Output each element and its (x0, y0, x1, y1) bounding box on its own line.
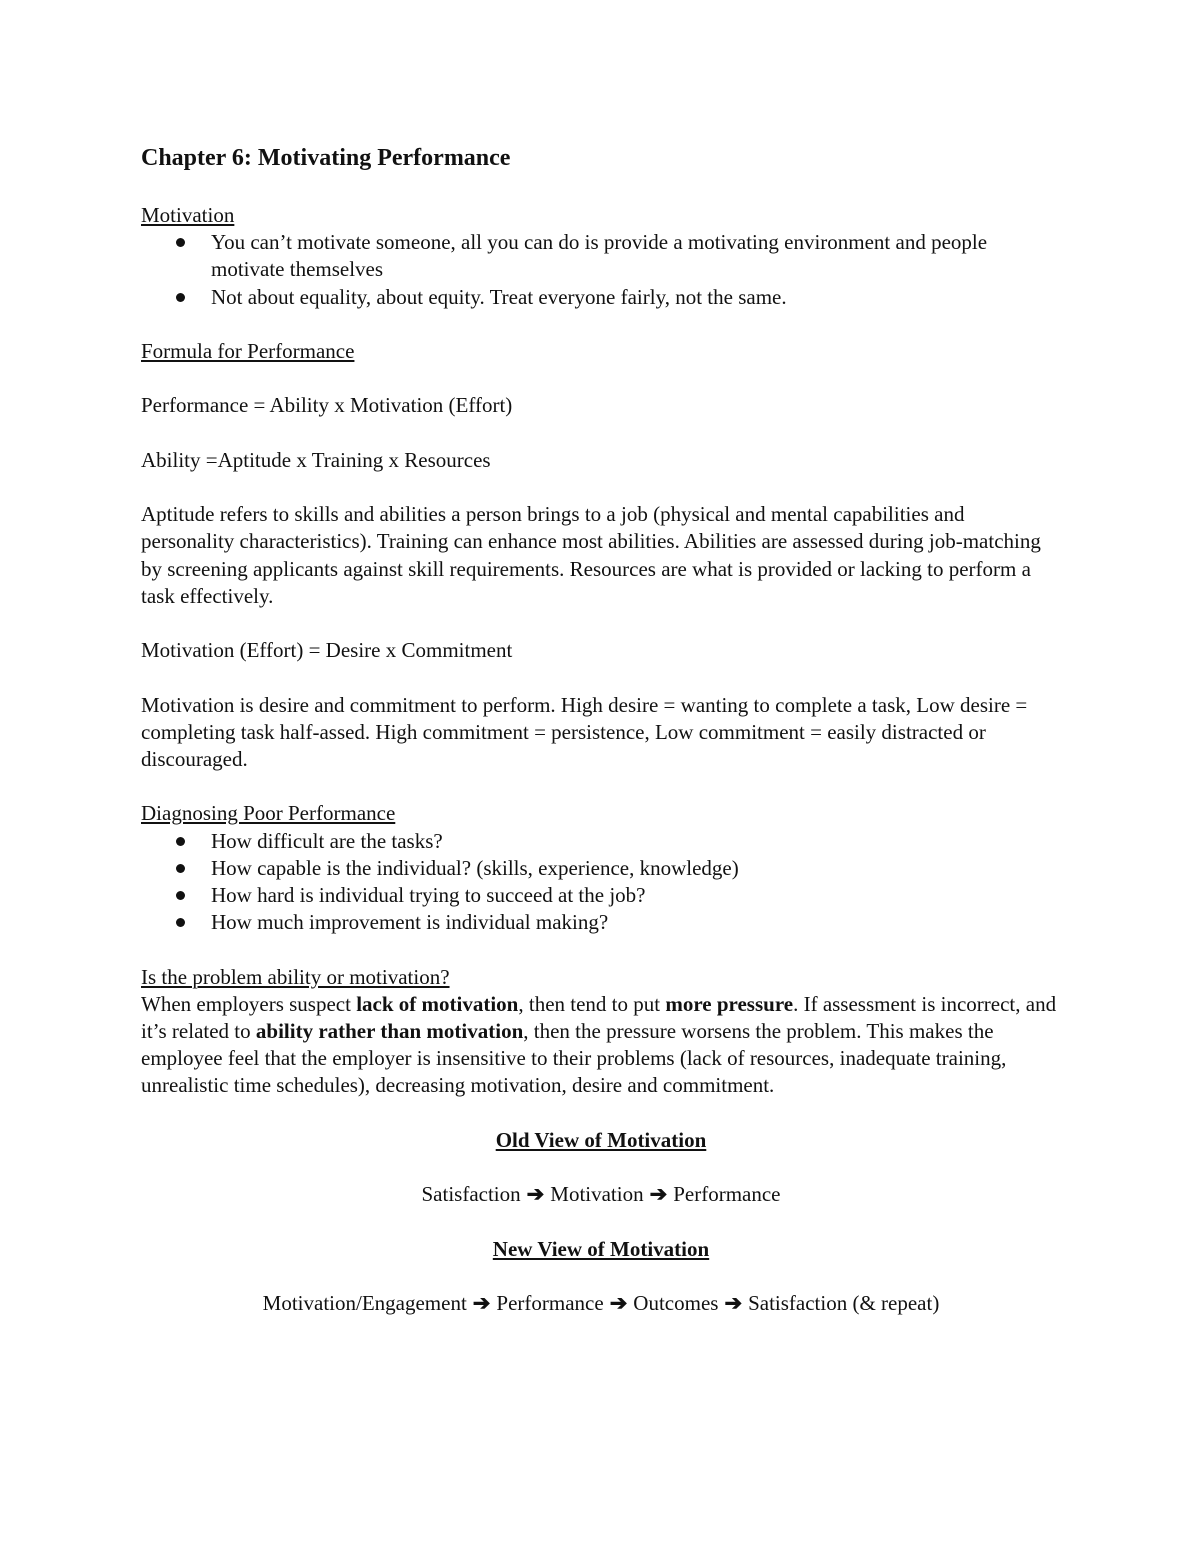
arrow-icon: ➔ (609, 1290, 628, 1315)
flow-step: Performance (673, 1182, 781, 1207)
list-item: How much improvement is individual making? (211, 909, 1061, 936)
list-item: How hard is individual trying to succeed at the job? (211, 882, 1061, 909)
motivation-list (141, 229, 1061, 311)
flow-step: Outcomes (633, 1290, 719, 1315)
motivation-heading: Motivation (141, 203, 235, 227)
problem-text: When employers suspect (141, 991, 357, 1016)
new-view-flow (141, 1290, 1061, 1317)
motivation-equation: Motivation (Effort) = Desire x Commitment (141, 638, 513, 663)
list-item: Not about equality, about equity. Treat everyone fairly, not the same. (211, 284, 1061, 311)
ability-equation: Ability =Aptitude x Training x Resources (141, 447, 491, 472)
problem-emphasis: ability rather than motivation (255, 1018, 524, 1043)
problem-emphasis: lack of motivation (356, 991, 519, 1016)
aptitude-paragraph: Aptitude refers to skills and abilities a person brings to a job (physical and mental capabilities and personality characteristics). Training can enhance most abilities. Abilities are assessed during job-matching by screening applicants against skill requirements. Resources are what is provided or lacking to perform a task effectively. (141, 502, 1041, 608)
problem-text: . If assessment is incorrect, and it’s related to (141, 991, 1057, 1043)
list-item: You can’t motivate someone, all you can do is provide a motivating environment and people motivate themselves (211, 229, 1061, 283)
old-view-flow (141, 1181, 1061, 1208)
flow-step: Satisfaction (& repeat) (748, 1290, 940, 1315)
page-title: Chapter 6: Motivating Performance (141, 145, 511, 171)
problem-text: , then tend to put (518, 991, 666, 1016)
list-item: How difficult are the tasks? (211, 828, 1061, 855)
old-view-heading: Old View of Motivation (495, 1127, 707, 1152)
formula-heading: Formula for Performance (141, 339, 355, 363)
problem-heading: Is the problem ability or motivation? (141, 964, 450, 989)
flow-step: Motivation/Engagement (262, 1290, 467, 1315)
diagnosing-heading: Diagnosing Poor Performance (141, 801, 396, 826)
list-item: How capable is the individual? (skills, experience, knowledge) (211, 855, 1061, 882)
arrow-icon: ➔ (526, 1182, 545, 1207)
flow-step: Motivation (550, 1182, 644, 1207)
document-page (141, 143, 1061, 1317)
problem-paragraph (141, 991, 1061, 1100)
arrow-icon: ➔ (472, 1290, 491, 1315)
arrow-icon: ➔ (724, 1290, 743, 1315)
flow-step: Performance (496, 1290, 604, 1315)
problem-emphasis: more pressure (665, 991, 794, 1016)
diagnosing-list (141, 828, 1061, 937)
new-view-heading: New View of Motivation (492, 1236, 710, 1261)
problem-text: , then the pressure worsens the problem. This makes the employee feel that the employer is insensitive to their problems (lack of resources, inadequate training, unrealistic time schedules), decreasing motivation, desire and commitment. (141, 1018, 1007, 1098)
motivation-paragraph: Motivation is desire and commitment to perform. High desire = wanting to complete a task, Low desire = completing task half-assed. High commitment = persistence, Low commitment = easily distracted or discouraged. (141, 692, 1028, 771)
flow-step: Satisfaction (421, 1182, 521, 1207)
performance-equation: Performance = Ability x Motivation (Effort) (141, 393, 513, 418)
arrow-icon: ➔ (649, 1182, 668, 1207)
